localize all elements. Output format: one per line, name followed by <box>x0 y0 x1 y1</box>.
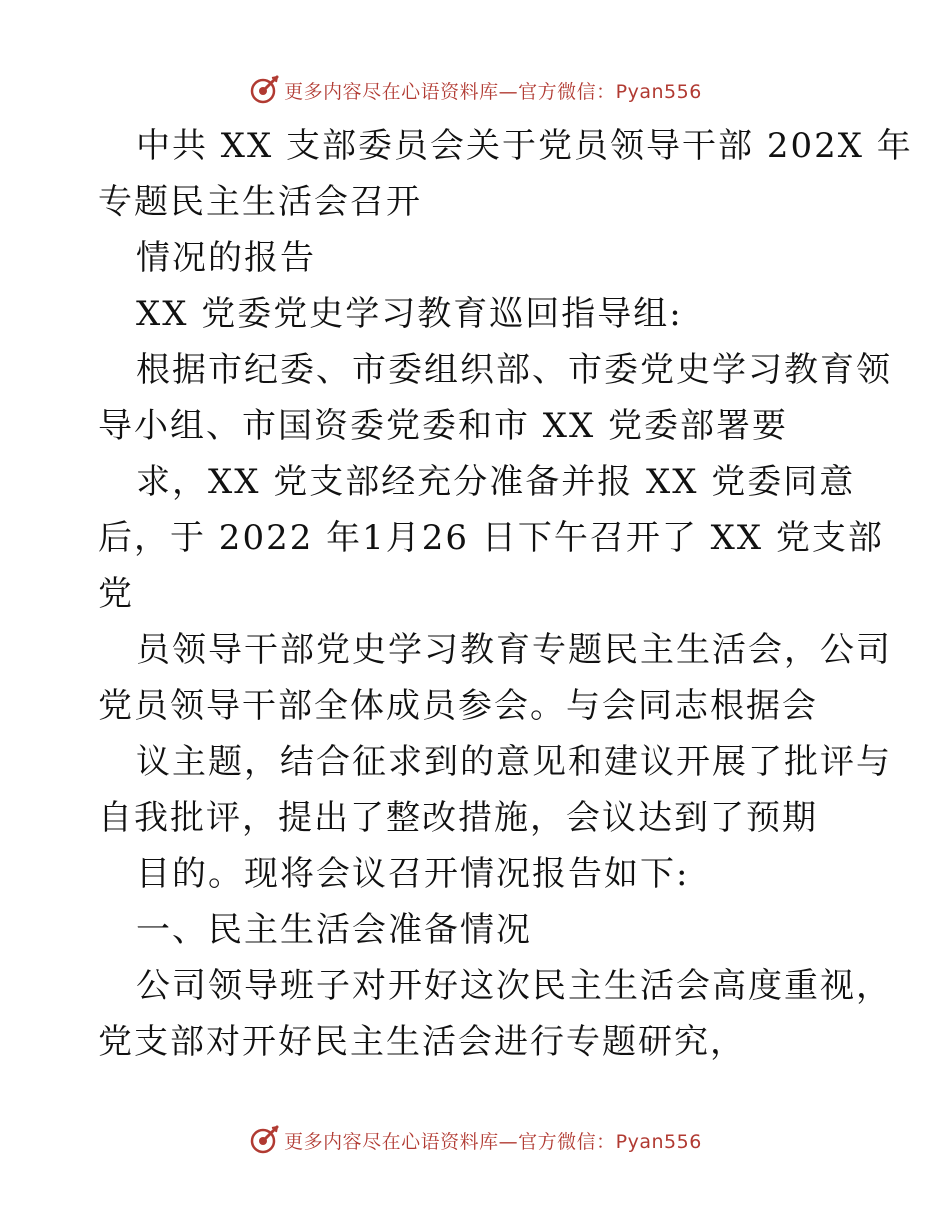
paragraph-line: 公司领导班子对开好这次民主生活会高度重视， <box>136 966 892 1006</box>
footer-watermark <box>0 1122 950 1158</box>
header-watermark <box>0 72 950 108</box>
salutation: XX 党委党史学习教育巡回指导组: <box>136 294 683 334</box>
paragraph-line: 目的。现将会议召开情况报告如下: <box>136 854 690 894</box>
paragraph-line: 根据市纪委、市委组织部、市委党史学习教育领 <box>136 350 892 390</box>
paragraph-line: 党 <box>98 574 134 614</box>
title-line-1: 中共 XX 支部委员会关于党员领导干部 202X 年 <box>136 126 913 166</box>
paragraph-line: 议主题，结合征求到的意见和建议开展了批评与 <box>136 742 892 782</box>
section-heading: 一、民主生活会准备情况 <box>136 910 532 950</box>
paragraph-line: 党支部对开好民主生活会进行专题研究， <box>98 1022 746 1062</box>
logo-icon <box>248 74 280 106</box>
paragraph-line: 员领导干部党史学习教育专题民主生活会，公司 <box>136 630 892 670</box>
watermark-text: 更多内容尽在心语资料库—官方微信：Pyan556 <box>284 1130 702 1153</box>
paragraph-line: 导小组、市国资委党委和市 XX 党委部署要 <box>98 406 789 446</box>
paragraph-line: 求，XX 党支部经充分准备并报 XX 党委同意 <box>136 462 856 502</box>
paragraph-line: 后，于 2022 年1月26 日下午召开了 XX 党支部 <box>98 518 884 558</box>
paragraph-line: 党员领导干部全体成员参会。与会同志根据会 <box>98 686 818 726</box>
logo-icon <box>248 1124 280 1156</box>
title-line-2: 专题民主生活会召开 <box>98 182 422 222</box>
paragraph-line: 自我批评，提出了整改措施，会议达到了预期 <box>98 798 818 838</box>
document-body <box>98 118 913 1070</box>
title-line-3: 情况的报告 <box>136 238 316 278</box>
watermark-text: 更多内容尽在心语资料库—官方微信：Pyan556 <box>284 80 702 103</box>
